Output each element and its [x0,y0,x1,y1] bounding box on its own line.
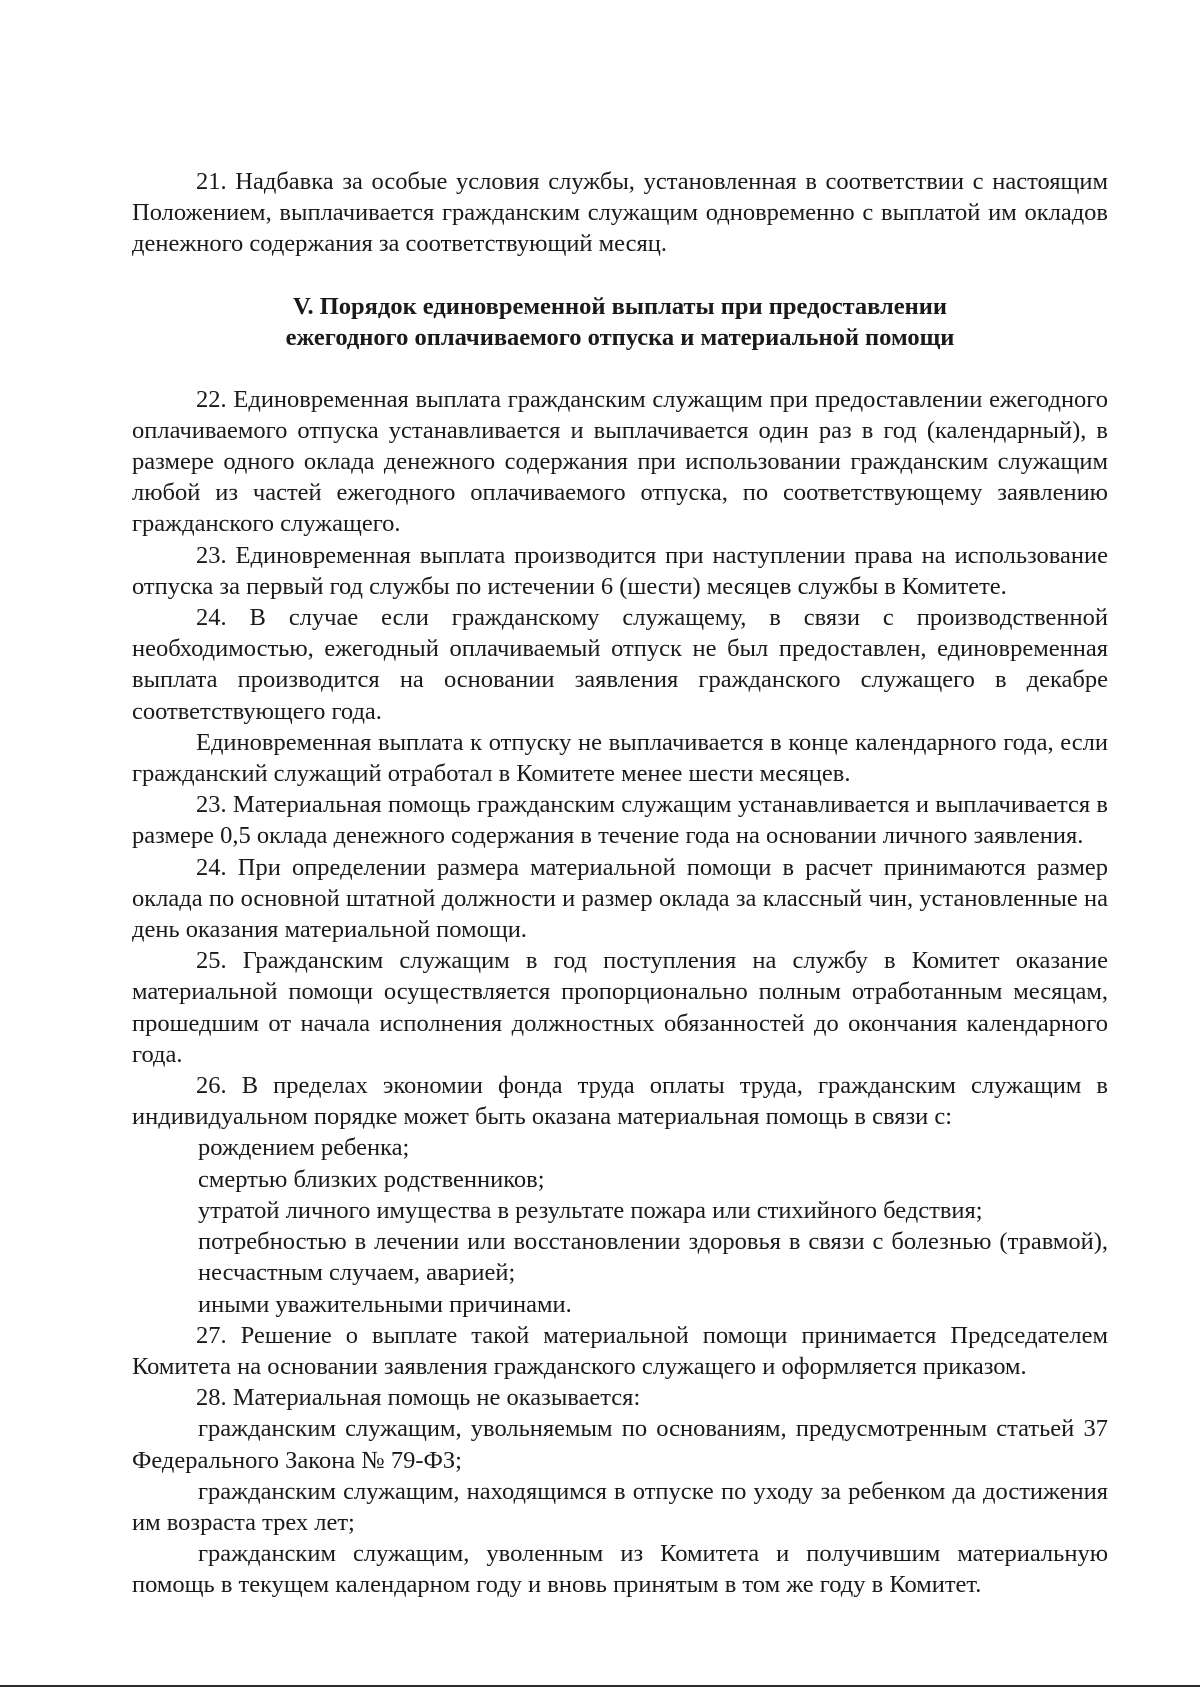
section-title-line-2: ежегодного оплачиваемого отпуска и материальной помощи [285,324,955,352]
list-item: гражданским служащим, увольняемым по основаниям, предусмотренным статьей 37 Федерального Закона № 79-ФЗ; [132,1415,1108,1474]
list-item: иными уважительными причинами. [198,1290,572,1318]
paragraph-23: 23. Единовременная выплата производится при наступлении права на использование отпуска за первый год службы по истечении 6 (шести) месяцев службы в Комитете. [132,541,1108,600]
list-item: утратой личного имущества в результате пожара или стихийного бедствия; [198,1196,983,1224]
page-bottom-rule [0,1685,1200,1687]
list-item: потребностью в лечении или восстановлении здоровья в связи с болезнью (травмой), несчастным случаем, аварией; [198,1228,1108,1287]
document-body [132,166,1108,1601]
paragraph-26: 26. В пределах экономии фонда труда оплаты труда, гражданским служащим в индивидуальном порядке может быть оказана материальная помощь в связи с: [132,1072,1108,1131]
paragraph-24-material-aid: 24. При определении размера материальной помощи в расчет принимаются размер оклада по основной штатной должности и размер оклада за классный чин, установленные на день оказания материальной помощи. [132,853,1108,944]
section-title [132,291,1108,354]
list-item: гражданским служащим, уволенным из Комитета и получившим материальную помощь в текущем календарном году и вновь принятым в том же году в Комитет. [132,1540,1108,1599]
section-title-line-1: V. Порядок единовременной выплаты при предоставлении [292,292,948,320]
paragraph-28: 28. Материальная помощь не оказывается: [196,1384,641,1412]
paragraph-24-note: Единовременная выплата к отпуску не выплачивается в конце календарного года, если гражданский служащий отработал в Комитете менее шести месяцев. [132,728,1108,788]
paragraph-27: 27. Решение о выплате такой материальной помощи принимается Председателем Комитета на основании заявления гражданского служащего и оформляется приказом. [132,1321,1108,1380]
list-item: рождением ребенка; [198,1134,410,1162]
paragraph-23-material-aid: 23. Материальная помощь гражданским служащим устанавливается и выплачивается в размере 0,5 оклада денежного содержания в течение года на основании личного заявления. [132,791,1108,850]
paragraph-24: 24. В случае если гражданскому служащему, в связи с производственной необходимостью, ежегодный оплачиваемый отпуск не был предоставлен, единовременная выплата производится на основании заявления гражданского служащего в декабре соответствующего года. [132,604,1108,725]
paragraph-21: 21. Надбавка за особые условия службы, установленная в соответствии с настоящим Положением, выплачивается гражданским служащим одновременно с выплатой им окладов денежного содержания за соответствующий месяц. [132,168,1108,258]
list-item: смертью близких родственников; [198,1165,545,1193]
paragraph-22: 22. Единовременная выплата гражданским служащим при предоставлении ежегодного оплачиваемого отпуска устанавливается и выплачивается один раз в год (календарный), в размере одного оклада денежного содержания при использовании гражданским служащим любой из частей ежегодного оплачиваемого отпуска, по соответствующему заявлению гражданского служащего. [132,385,1108,538]
paragraph-25: 25. Гражданским служащим в год поступления на службу в Комитет оказание материальной помощи осуществляется пропорционально полным отработанным месяцам, прошедшим от начала исполнения должностных обязанностей до окончания календарного года. [132,947,1108,1068]
list-item: гражданским служащим, находящимся в отпуске по уходу за ребенком да достижения им возраста трех лет; [132,1477,1108,1536]
